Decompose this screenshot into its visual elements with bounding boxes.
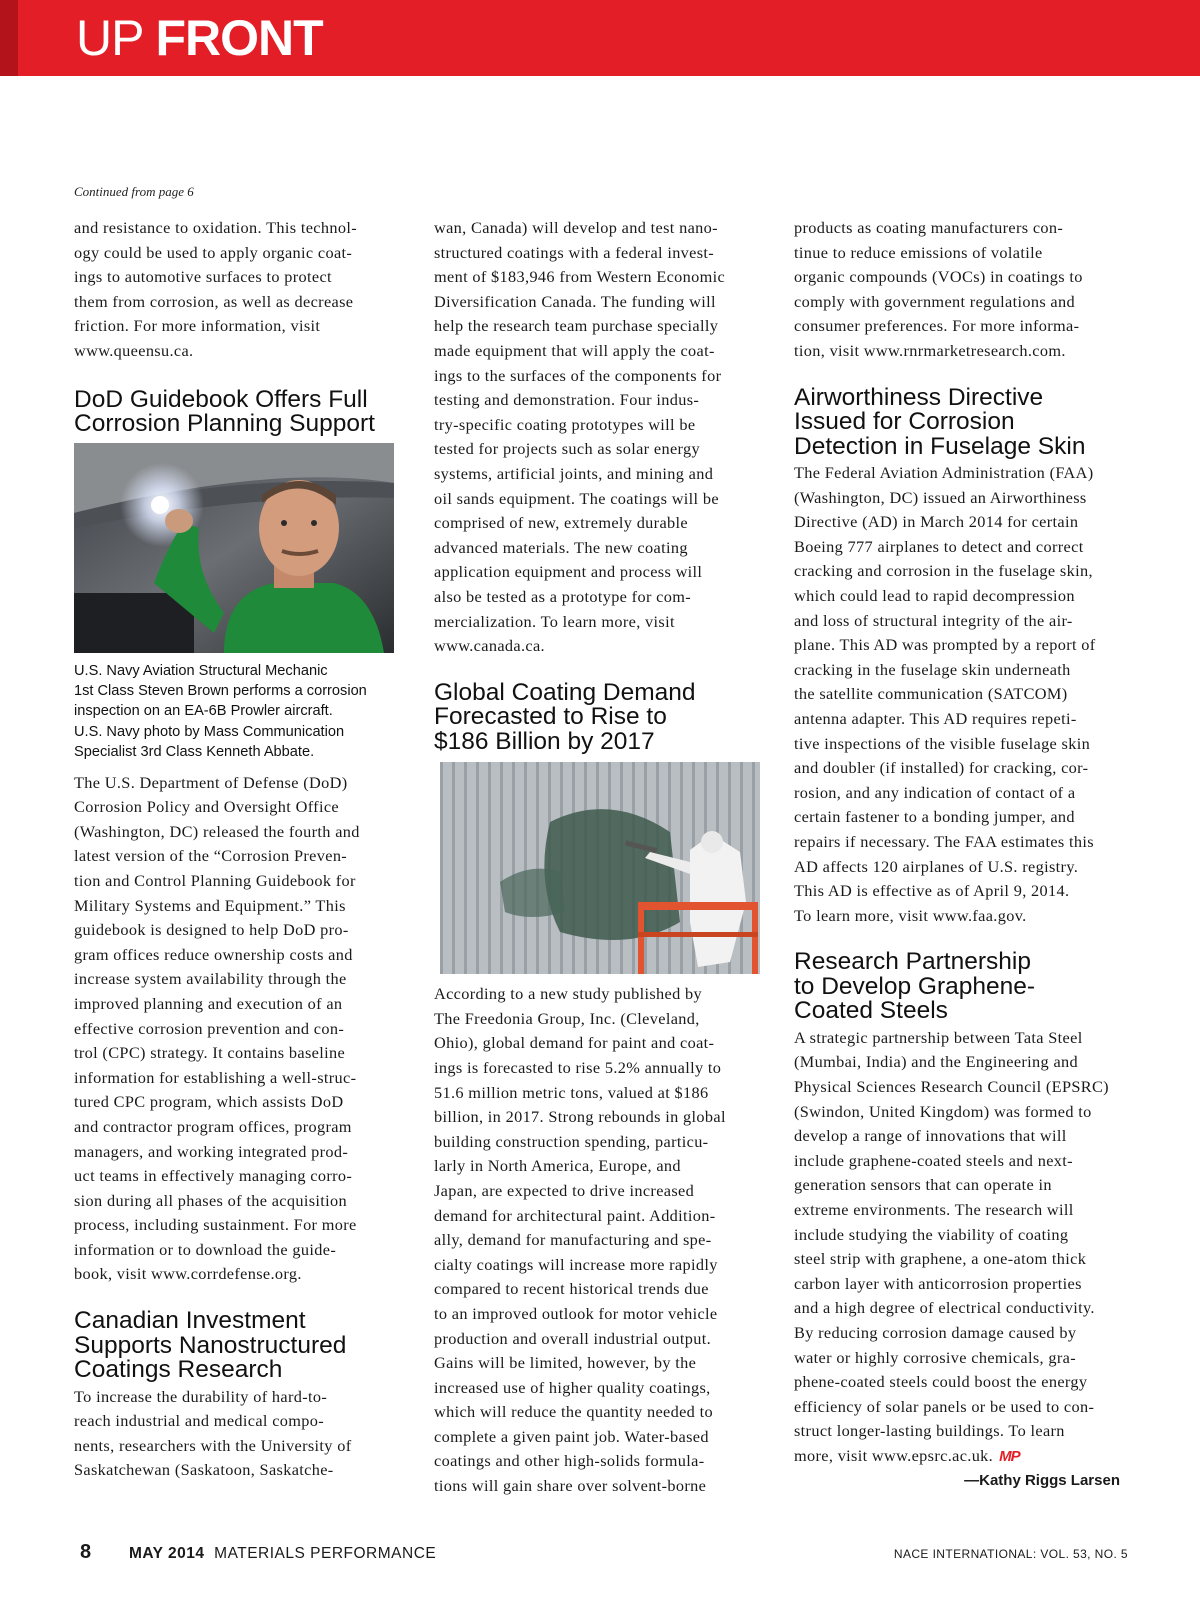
text-line: to Develop Graphene- (794, 972, 1036, 1000)
text-line: tive inspections of the visible fuselage skin (794, 733, 1091, 753)
text-line: and loss of structural integrity of the air- (794, 610, 1073, 630)
text-line: help the research team purchase specially (434, 316, 719, 336)
text-line: application equipment and process will (434, 562, 703, 582)
text-line: billion, in 2017. Strong rebounds in global (434, 1107, 726, 1127)
coating-demand-body (434, 982, 770, 1498)
text-line: sion during all phases of the acquisition (74, 1190, 347, 1210)
section-title (76, 10, 323, 66)
text-line: the satellite communication (SATCOM) (794, 684, 1068, 704)
text-line: products as coating manufacturers con- (794, 218, 1064, 237)
text-line: uct teams in effectively managing corro- (74, 1166, 353, 1186)
text-line: Coatings Research (74, 1356, 283, 1384)
text-line: plane. This AD was prompted by a report of (794, 635, 1096, 655)
text-line: friction. For more information, visit (74, 316, 321, 336)
text-line: tinue to reduce emissions of volatile (794, 242, 1043, 262)
text-line: organic compounds (VOCs) in coatings to (794, 267, 1083, 287)
text-line: Directive (AD) in March 2014 for certain (794, 512, 1079, 532)
text-line: www.canada.ca. (434, 636, 545, 656)
text-line: The U.S. Department of Defense (DoD) (74, 772, 348, 792)
text-line: managers, and working integrated prod- (74, 1141, 349, 1161)
text-line: trol (CPC) strategy. It contains baseline (74, 1043, 346, 1063)
text-line: www.queensu.ca. (74, 340, 194, 360)
text-line: According to a new study published by (434, 984, 702, 1004)
text-line: and doubler (if installed) for cracking, cor- (794, 758, 1089, 778)
text-line: Specialist 3rd Class Kenneth Abbate. (74, 744, 315, 761)
text-line: comprised of new, extremely durable (434, 513, 688, 533)
text-line: Corrosion Planning Support (74, 410, 375, 438)
text-line: systems, artificial joints, and mining and (434, 463, 714, 483)
spray-painter-illustration (440, 762, 760, 974)
text-line: Saskatchewan (Saskatoon, Saskatche- (74, 1460, 334, 1480)
text-line: inspection on an EA-6B Prowler aircraft. (74, 703, 333, 720)
text-line: nents, researchers with the University of (74, 1435, 352, 1455)
text-line: certain fastener to a bonding jumper, and (794, 807, 1075, 827)
text-line: Corrosion Policy and Oversight Office (74, 797, 339, 817)
text-line: Global Coating Demand (434, 678, 696, 706)
text-line: building construction spending, particu- (434, 1131, 709, 1151)
text-line: repairs if necessary. The FAA estimates this (794, 831, 1094, 851)
column-3 (794, 216, 1130, 1492)
text-line: testing and demonstration. Four indus- (434, 390, 700, 410)
text-line: To increase the durability of hard-to- (74, 1386, 328, 1406)
text-line: (Washington, DC) released the fourth and (74, 821, 360, 841)
text-line: ings to the surfaces of the components for (434, 365, 722, 385)
text-line: A strategic partnership between Tata Steel (794, 1027, 1083, 1047)
text-line: tions will gain share over solvent-borne (434, 1476, 707, 1496)
text-line: Canadian Investment (74, 1307, 306, 1335)
section-title-light: UP (76, 10, 156, 66)
text-line: carbon layer with anticorrosion properties (794, 1273, 1082, 1293)
text-line: extreme environments. The research will (794, 1200, 1074, 1219)
issue-info (129, 1545, 436, 1563)
dod-headline (74, 385, 410, 438)
text-line: U.S. Navy photo by Mass Communication (74, 723, 345, 740)
text-line: ment of $183,946 from Western Economic (434, 267, 726, 287)
text-line: Research Partnership (794, 948, 1031, 976)
text-line: which will reduce the quantity needed to (434, 1402, 713, 1422)
text-line: coatings and other high-solids formula- (434, 1451, 705, 1471)
text-line: mercialization. To learn more, visit (434, 611, 675, 631)
text-line: made equipment that will apply the coat- (434, 340, 715, 360)
mp-end-mark-icon: MP (999, 1447, 1020, 1465)
text-line: ogy could be used to apply organic coat- (74, 242, 353, 262)
text-line: (Washington, DC) issued an Airworthiness (794, 487, 1087, 507)
graphene-body (794, 1026, 1130, 1444)
text-line: complete a given paint job. Water-based (434, 1426, 709, 1446)
text-line: ings to automotive surfaces to protect (74, 267, 332, 287)
text-line: steel strip with graphene, a one-atom thick (794, 1249, 1087, 1269)
text-line: ally, demand for manufacturing and spe- (434, 1230, 712, 1250)
text-line: structured coatings with a federal invest- (434, 242, 715, 262)
text-line: To learn more, visit www.faa.gov. (794, 905, 1027, 925)
page-number: 8 (80, 1541, 92, 1563)
text-line: process, including sustainment. For more (74, 1215, 357, 1235)
text-line: ings is forecasted to rise 5.2% annually to (434, 1057, 722, 1077)
column-1 (74, 216, 410, 1483)
airworthiness-body (794, 461, 1130, 928)
text-line: include studying the viability of coating (794, 1224, 1069, 1244)
graphene-last-text: more, visit www.epsrc.ac.uk. (794, 1445, 994, 1465)
text-line: tured CPC program, which assists DoD (74, 1092, 344, 1112)
text-line: Physical Sciences Research Council (EPSRC) (794, 1077, 1109, 1097)
graphene-last-line (794, 1444, 1130, 1470)
text-line: The Freedonia Group, Inc. (Cleveland, (434, 1008, 700, 1028)
text-line: water or highly corrosive chemicals, gra- (794, 1347, 1076, 1367)
page-footer (0, 1541, 1200, 1571)
text-line: try-specific coating prototypes will be (434, 414, 696, 434)
text-line: antenna adapter. This AD requires repeti- (794, 709, 1077, 728)
text-line: larly in North America, Europe, and (434, 1156, 681, 1176)
text-line: Military Systems and Equipment.” This (74, 895, 346, 915)
coating-demand-headline (434, 678, 770, 755)
text-line: Diversification Canada. The funding will (434, 291, 716, 311)
text-line: generation sensors that can operate in (794, 1175, 1052, 1195)
dod-body (74, 771, 410, 1287)
text-line: Japan, are expected to drive increased (434, 1180, 695, 1200)
text-line: (Mumbai, India) and the Engineering and (794, 1052, 1079, 1072)
text-line: phene-coated steels could boost the energy (794, 1372, 1088, 1392)
text-line: increased use of higher quality coatings, (434, 1377, 711, 1397)
text-line: book, visit www.corrdefense.org. (74, 1264, 302, 1284)
publisher-name: NACE INTERNATIONAL: (893, 1547, 1037, 1561)
text-line: (Swindon, United Kingdom) was formed to (794, 1101, 1092, 1121)
text-line: information for establishing a well-struc- (74, 1067, 357, 1087)
text-line: and a high degree of electrical conductivity. (794, 1298, 1095, 1318)
text-line: $186 Billion by 2017 (434, 727, 655, 755)
text-line: Boeing 777 airplanes to detect and correct (794, 536, 1084, 556)
text-line: The Federal Aviation Administration (FAA) (794, 463, 1094, 483)
text-line: demand for architectural paint. Addition- (434, 1205, 716, 1225)
byline: —Kathy Riggs Larsen (964, 1471, 1120, 1489)
text-line: guidebook is designed to help DoD pro- (74, 920, 349, 940)
text-line: tion, visit www.rnrmarketresearch.com. (794, 340, 1066, 360)
text-line: Issued for Corrosion (794, 408, 1015, 436)
header-bar (0, 0, 1200, 76)
text-line: effective corrosion prevention and con- (74, 1018, 345, 1038)
magazine-name: MATERIALS PERFORMANCE (214, 1545, 437, 1562)
text-line: develop a range of innovations that will (794, 1126, 1067, 1146)
text-line: oil sands equipment. The coatings will be (434, 488, 719, 508)
text-line: efficiency of solar panels or be used to con- (794, 1396, 1095, 1416)
text-line: information or to download the guide- (74, 1239, 337, 1259)
text-line: Supports Nanostructured (74, 1331, 347, 1359)
text-line: cialty coatings will increase more rapidly (434, 1254, 718, 1274)
text-line: Gains will be limited, however, by the (434, 1353, 697, 1373)
volume-info: VOL. 53, NO. 5 (1040, 1547, 1128, 1561)
text-line: Detection in Fuselage Skin (794, 432, 1086, 460)
col3-intro (794, 216, 1130, 364)
text-line: DoD Guidebook Offers Full (74, 385, 368, 413)
section-title-bold: FRONT (155, 10, 323, 66)
text-line: gram offices reduce ownership costs and (74, 944, 353, 964)
text-line: include graphene-coated steels and next- (794, 1150, 1073, 1170)
text-line: increase system availability through the (74, 969, 347, 989)
text-line: cracking in the fuselage skin underneath (794, 659, 1071, 679)
text-line: Coated Steels (794, 997, 948, 1025)
navy-mechanic-photo (74, 443, 394, 653)
text-line: and contractor program offices, program (74, 1116, 352, 1136)
text-line: AD affects 120 airplanes of U.S. registry. (794, 856, 1079, 876)
text-line: Ohio), global demand for paint and coat- (434, 1033, 715, 1053)
text-line: 51.6 million metric tons, valued at $186 (434, 1082, 709, 1102)
text-line: tion and Control Planning Guidebook for (74, 870, 356, 890)
text-line: 1st Class Steven Brown performs a corrosion (74, 682, 367, 699)
column-2 (434, 216, 770, 1499)
text-line: wan, Canada) will develop and test nano- (434, 218, 718, 237)
text-line: them from corrosion, as well as decrease (74, 291, 354, 311)
text-line: This AD is effective as of April 9, 2014. (794, 881, 1070, 901)
text-line: compared to recent historical trends due (434, 1279, 709, 1299)
navy-mechanic-illustration (74, 443, 394, 653)
text-line: advanced materials. The new coating (434, 537, 688, 557)
text-line: cracking and corrosion in the fuselage skin, (794, 561, 1093, 581)
text-line: and resistance to oxidation. This technol- (74, 218, 357, 237)
text-line: U.S. Navy Aviation Structural Mechanic (74, 662, 328, 679)
text-line: tested for projects such as solar energy (434, 439, 700, 459)
canadian-headline (74, 1309, 410, 1383)
text-line: improved planning and execution of an (74, 993, 343, 1013)
header-edge (0, 0, 18, 76)
canadian-body (74, 1385, 410, 1483)
journal-info (894, 1547, 1128, 1561)
text-line: production and overall industrial output. (434, 1328, 712, 1348)
airworthiness-headline (794, 383, 1130, 460)
text-line: rosion, and any indication of contact of a (794, 782, 1076, 802)
text-line: which could lead to rapid decompression (794, 586, 1075, 606)
text-line: Airworthiness Directive (794, 383, 1044, 411)
text-line: comply with government regulations and (794, 291, 1075, 311)
text-line: Forecasted to Rise to (434, 703, 667, 731)
photo-caption (74, 661, 410, 763)
col1-intro (74, 216, 410, 364)
canadian-body-cont (434, 216, 770, 659)
text-line: to an improved outlook for motor vehicle (434, 1303, 718, 1323)
text-line: By reducing corrosion damage caused by (794, 1322, 1077, 1342)
text-line: reach industrial and medical compo- (74, 1411, 325, 1431)
continued-note: Continued from page 6 (74, 184, 194, 199)
issue-date: MAY 2014 (129, 1545, 205, 1562)
graphene-headline (794, 950, 1130, 1024)
spray-painter-photo (440, 762, 760, 974)
text-line: latest version of the “Corrosion Preven- (74, 846, 348, 866)
text-line: also be tested as a prototype for com- (434, 586, 691, 606)
text-line: struct longer-lasting buildings. To learn (794, 1421, 1065, 1441)
text-line: consumer preferences. For more informa- (794, 316, 1080, 336)
